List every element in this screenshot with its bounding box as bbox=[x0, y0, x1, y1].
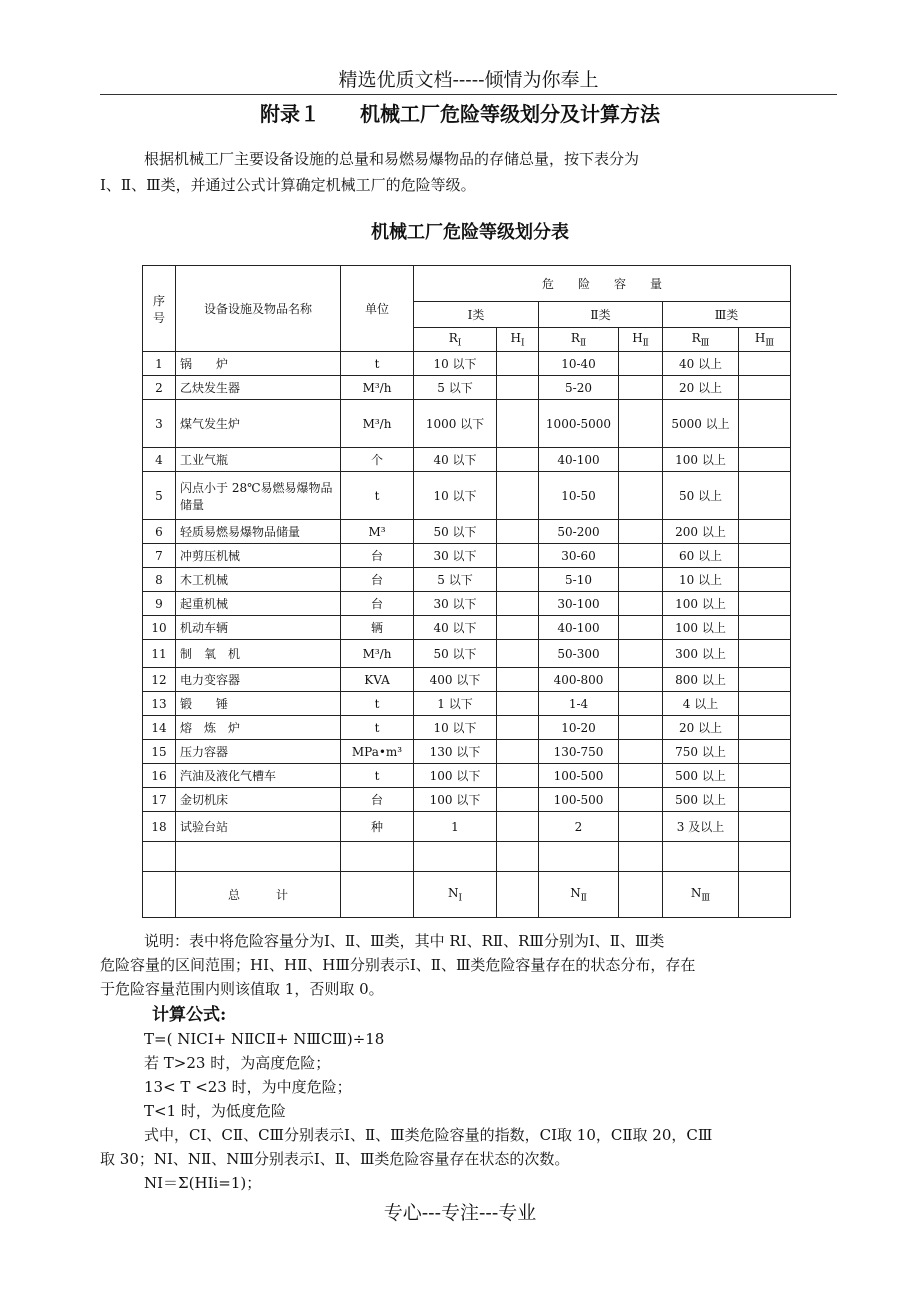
table-row bbox=[143, 544, 791, 568]
row-r1: 5 以下 bbox=[414, 376, 497, 400]
row-r3: 200 以上 bbox=[663, 520, 739, 544]
row-r2: 5-20 bbox=[539, 376, 619, 400]
total-n2: $N_Ⅱ$ bbox=[539, 872, 619, 918]
row-name: 机动车辆 bbox=[176, 616, 341, 640]
table-row bbox=[143, 764, 791, 788]
row-unit: t bbox=[341, 692, 414, 716]
row-r1: 10 以下 bbox=[414, 472, 497, 520]
table-row bbox=[143, 568, 791, 592]
condition-high: 若 T>23 时，为高度危险； bbox=[144, 1054, 331, 1072]
row-unit: M³ bbox=[341, 520, 414, 544]
row-r2: 50-300 bbox=[539, 640, 619, 668]
table-row bbox=[143, 616, 791, 640]
row-unit: 种 bbox=[341, 812, 414, 842]
row-h1 bbox=[497, 812, 539, 842]
row-unit: 台 bbox=[341, 544, 414, 568]
row-h1 bbox=[497, 788, 539, 812]
row-seq: 4 bbox=[143, 448, 176, 472]
row-r2: 5-10 bbox=[539, 568, 619, 592]
row-r1: 130 以下 bbox=[414, 740, 497, 764]
row-h3 bbox=[739, 568, 791, 592]
row-h2 bbox=[619, 692, 663, 716]
header-class-1: Ⅰ类 bbox=[414, 302, 539, 328]
row-name: 制 氧 机 bbox=[176, 640, 341, 668]
note-line-1: 说明：表中将危险容量分为Ⅰ、Ⅱ、Ⅲ类，其中 RⅠ、RⅡ、RⅢ分别为Ⅰ、Ⅱ、Ⅲ类 bbox=[144, 932, 665, 950]
row-r1: 100 以下 bbox=[414, 788, 497, 812]
row-h3 bbox=[739, 812, 791, 842]
row-seq: 12 bbox=[143, 668, 176, 692]
table-row bbox=[143, 352, 791, 376]
risk-classification-table bbox=[142, 265, 791, 918]
row-r3: 50 以上 bbox=[663, 472, 739, 520]
row-r3: 3 及以上 bbox=[663, 812, 739, 842]
definition-line-3: NⅠ＝Σ(HⅠi=1)； bbox=[144, 1174, 262, 1192]
row-r2: 10-50 bbox=[539, 472, 619, 520]
row-seq: 8 bbox=[143, 568, 176, 592]
row-name: 压力容器 bbox=[176, 740, 341, 764]
row-r3: 300 以上 bbox=[663, 640, 739, 668]
definition-line-1: 式中，CⅠ、CⅡ、CⅢ分别表示Ⅰ、Ⅱ、Ⅲ类危险容量的指数，CⅠ取 10，CⅡ取 20，CⅢ bbox=[144, 1126, 713, 1144]
row-h2 bbox=[619, 764, 663, 788]
row-seq: 3 bbox=[143, 400, 176, 448]
row-r1: 30 以下 bbox=[414, 544, 497, 568]
row-name: 起重机械 bbox=[176, 592, 341, 616]
row-h1 bbox=[497, 472, 539, 520]
row-h2 bbox=[619, 376, 663, 400]
table-row bbox=[143, 716, 791, 740]
row-r2: 40-100 bbox=[539, 448, 619, 472]
row-r2: 10-40 bbox=[539, 352, 619, 376]
row-h3 bbox=[739, 400, 791, 448]
row-r2: 2 bbox=[539, 812, 619, 842]
row-h1 bbox=[497, 592, 539, 616]
row-r2: 40-100 bbox=[539, 616, 619, 640]
row-r3: 10 以上 bbox=[663, 568, 739, 592]
row-h3 bbox=[739, 352, 791, 376]
row-r3: 100 以上 bbox=[663, 448, 739, 472]
row-seq: 11 bbox=[143, 640, 176, 668]
row-h1 bbox=[497, 692, 539, 716]
row-seq: 6 bbox=[143, 520, 176, 544]
row-name: 电力变容器 bbox=[176, 668, 341, 692]
row-h1 bbox=[497, 352, 539, 376]
row-r3: 100 以上 bbox=[663, 616, 739, 640]
row-r1: 10 以下 bbox=[414, 716, 497, 740]
row-r3: 60 以上 bbox=[663, 544, 739, 568]
row-unit: 台 bbox=[341, 568, 414, 592]
header-h3: $H_Ⅲ$ bbox=[739, 328, 791, 352]
table-row bbox=[143, 400, 791, 448]
page-footer: 专心---专注---专业 bbox=[383, 1202, 537, 1224]
row-r1: 400 以下 bbox=[414, 668, 497, 692]
row-h2 bbox=[619, 640, 663, 668]
row-h1 bbox=[497, 400, 539, 448]
row-r3: 5000 以上 bbox=[663, 400, 739, 448]
row-r3: 800 以上 bbox=[663, 668, 739, 692]
row-unit: MPa•m³ bbox=[341, 740, 414, 764]
row-h3 bbox=[739, 716, 791, 740]
row-r3: 20 以上 bbox=[663, 716, 739, 740]
header-class-3: Ⅲ类 bbox=[663, 302, 791, 328]
row-h2 bbox=[619, 812, 663, 842]
notes-section bbox=[100, 929, 835, 1195]
row-name: 乙炔发生器 bbox=[176, 376, 341, 400]
row-unit: M³/h bbox=[341, 640, 414, 668]
row-r1: 30 以下 bbox=[414, 592, 497, 616]
row-seq: 1 bbox=[143, 352, 176, 376]
intro-paragraph bbox=[100, 146, 820, 198]
row-h3 bbox=[739, 592, 791, 616]
row-r1: 5 以下 bbox=[414, 568, 497, 592]
row-seq: 14 bbox=[143, 716, 176, 740]
table-row bbox=[143, 448, 791, 472]
table-row bbox=[143, 520, 791, 544]
row-name: 工业气瓶 bbox=[176, 448, 341, 472]
row-name: 轻质易燃易爆物品储量 bbox=[176, 520, 341, 544]
row-r3: 500 以上 bbox=[663, 788, 739, 812]
total-n3: $N_Ⅲ$ bbox=[663, 872, 739, 918]
header-capacity: 危 险 容 量 bbox=[414, 266, 791, 302]
row-h1 bbox=[497, 520, 539, 544]
row-h3 bbox=[739, 616, 791, 640]
table-row bbox=[143, 812, 791, 842]
row-h1 bbox=[497, 640, 539, 668]
note-line-3: 于危险容量范围内则该值取 1，否则取 0。 bbox=[100, 980, 384, 998]
row-name: 汽油及液化气槽车 bbox=[176, 764, 341, 788]
row-h3 bbox=[739, 448, 791, 472]
row-name: 试验台站 bbox=[176, 812, 341, 842]
row-h1 bbox=[497, 544, 539, 568]
row-h1 bbox=[497, 616, 539, 640]
row-unit: t bbox=[341, 472, 414, 520]
row-r3: 100 以上 bbox=[663, 592, 739, 616]
row-h3 bbox=[739, 740, 791, 764]
row-unit: KVA bbox=[341, 668, 414, 692]
row-r3: 40 以上 bbox=[663, 352, 739, 376]
row-r2: 400-800 bbox=[539, 668, 619, 692]
header-r3: $R_Ⅲ$ bbox=[663, 328, 739, 352]
table-row bbox=[143, 640, 791, 668]
row-name: 闪点小于 28℃易燃易爆物品储量 bbox=[176, 472, 341, 520]
total-row bbox=[143, 872, 791, 918]
row-r1: 50 以下 bbox=[414, 520, 497, 544]
row-r3: 750 以上 bbox=[663, 740, 739, 764]
row-name: 木工机械 bbox=[176, 568, 341, 592]
row-h2 bbox=[619, 788, 663, 812]
row-h2 bbox=[619, 448, 663, 472]
row-unit: 个 bbox=[341, 448, 414, 472]
row-unit: 台 bbox=[341, 788, 414, 812]
row-h2 bbox=[619, 472, 663, 520]
row-seq: 7 bbox=[143, 544, 176, 568]
row-h3 bbox=[739, 472, 791, 520]
total-label: 总 计 bbox=[176, 872, 341, 918]
table-row bbox=[143, 668, 791, 692]
total-n1: $N_Ⅰ$ bbox=[414, 872, 497, 918]
header-class-2: Ⅱ类 bbox=[539, 302, 663, 328]
row-r3: 500 以上 bbox=[663, 764, 739, 788]
row-seq: 9 bbox=[143, 592, 176, 616]
row-r1: 50 以下 bbox=[414, 640, 497, 668]
row-h3 bbox=[739, 764, 791, 788]
row-r2: 30-60 bbox=[539, 544, 619, 568]
row-h1 bbox=[497, 376, 539, 400]
row-h3 bbox=[739, 376, 791, 400]
row-h1 bbox=[497, 448, 539, 472]
row-r1: 100 以下 bbox=[414, 764, 497, 788]
intro-line-2: Ⅰ、Ⅱ、Ⅲ类，并通过公式计算确定机械工厂的危险等级。 bbox=[100, 176, 476, 194]
empty-row bbox=[143, 842, 791, 872]
header-h1: $H_Ⅰ$ bbox=[497, 328, 539, 352]
row-h1 bbox=[497, 568, 539, 592]
row-name: 熔 炼 炉 bbox=[176, 716, 341, 740]
condition-low: T<1 时，为低度危险 bbox=[144, 1102, 286, 1120]
row-h3 bbox=[739, 788, 791, 812]
intro-line-1: 根据机械工厂主要设备设施的总量和易燃易爆物品的存储总量，按下表分为 bbox=[144, 150, 640, 168]
row-name: 煤气发生炉 bbox=[176, 400, 341, 448]
row-r2: 10-20 bbox=[539, 716, 619, 740]
table-row bbox=[143, 740, 791, 764]
row-h3 bbox=[739, 640, 791, 668]
page-header: 精选优质文档-----倾情为你奉上 bbox=[100, 68, 837, 95]
row-h2 bbox=[619, 592, 663, 616]
note-line-2: 危险容量的区间范围；HⅠ、HⅡ、HⅢ分别表示Ⅰ、Ⅱ、Ⅲ类危险容量存在的状态分布，存在 bbox=[100, 956, 696, 974]
row-h1 bbox=[497, 668, 539, 692]
header-r1: $R_Ⅰ$ bbox=[414, 328, 497, 352]
row-unit: 辆 bbox=[341, 616, 414, 640]
row-r2: 1-4 bbox=[539, 692, 619, 716]
definition-line-2: 取 30；NⅠ、NⅡ、NⅢ分别表示Ⅰ、Ⅱ、Ⅲ类危险容量存在状态的次数。 bbox=[100, 1150, 570, 1168]
row-h2 bbox=[619, 616, 663, 640]
row-r2: 130-750 bbox=[539, 740, 619, 764]
page-title: 附录１ 机械工厂危险等级划分及计算方法 bbox=[260, 102, 660, 126]
row-h3 bbox=[739, 544, 791, 568]
header-unit: 单位 bbox=[341, 266, 414, 352]
row-h3 bbox=[739, 520, 791, 544]
row-h2 bbox=[619, 400, 663, 448]
formula-title: 计算公式: bbox=[152, 1005, 227, 1025]
row-seq: 13 bbox=[143, 692, 176, 716]
row-h2 bbox=[619, 716, 663, 740]
table-row bbox=[143, 376, 791, 400]
row-r1: 40 以下 bbox=[414, 448, 497, 472]
row-seq: 18 bbox=[143, 812, 176, 842]
row-r2: 100-500 bbox=[539, 788, 619, 812]
table-row bbox=[143, 592, 791, 616]
row-h1 bbox=[497, 764, 539, 788]
row-h2 bbox=[619, 520, 663, 544]
row-r2: 100-500 bbox=[539, 764, 619, 788]
row-r2: 30-100 bbox=[539, 592, 619, 616]
row-seq: 10 bbox=[143, 616, 176, 640]
row-h3 bbox=[739, 692, 791, 716]
row-h2 bbox=[619, 544, 663, 568]
row-name: 金切机床 bbox=[176, 788, 341, 812]
row-r2: 50-200 bbox=[539, 520, 619, 544]
row-unit: t bbox=[341, 764, 414, 788]
row-name: 锻 锤 bbox=[176, 692, 341, 716]
row-h1 bbox=[497, 716, 539, 740]
header-name: 设备设施及物品名称 bbox=[176, 266, 341, 352]
row-h1 bbox=[497, 740, 539, 764]
row-h2 bbox=[619, 352, 663, 376]
row-unit: M³/h bbox=[341, 400, 414, 448]
table-body bbox=[143, 352, 791, 842]
table-row bbox=[143, 788, 791, 812]
row-seq: 5 bbox=[143, 472, 176, 520]
table-row bbox=[143, 472, 791, 520]
row-name: 锅 炉 bbox=[176, 352, 341, 376]
row-h2 bbox=[619, 668, 663, 692]
row-h2 bbox=[619, 740, 663, 764]
row-seq: 17 bbox=[143, 788, 176, 812]
row-r3: 20 以上 bbox=[663, 376, 739, 400]
row-unit: 台 bbox=[341, 592, 414, 616]
row-unit: M³/h bbox=[341, 376, 414, 400]
row-seq: 16 bbox=[143, 764, 176, 788]
header-r2: $R_Ⅱ$ bbox=[539, 328, 619, 352]
row-r1: 40 以下 bbox=[414, 616, 497, 640]
table-row bbox=[143, 692, 791, 716]
row-seq: 15 bbox=[143, 740, 176, 764]
row-seq: 2 bbox=[143, 376, 176, 400]
row-r2: 1000-5000 bbox=[539, 400, 619, 448]
row-r1: 1 以下 bbox=[414, 692, 497, 716]
row-r1: 10 以下 bbox=[414, 352, 497, 376]
header-seq: 序号 bbox=[143, 266, 176, 352]
row-name: 冲剪压机械 bbox=[176, 544, 341, 568]
header-h2: $H_Ⅱ$ bbox=[619, 328, 663, 352]
row-r1: 1 bbox=[414, 812, 497, 842]
row-r3: 4 以上 bbox=[663, 692, 739, 716]
row-r1: 1000 以下 bbox=[414, 400, 497, 448]
row-unit: t bbox=[341, 352, 414, 376]
row-h2 bbox=[619, 568, 663, 592]
condition-medium: 13< T <23 时，为中度危险； bbox=[144, 1078, 352, 1096]
formula: T=( NⅠCⅠ+ NⅡCⅡ+ NⅢCⅢ)÷18 bbox=[144, 1030, 385, 1048]
table-title: 机械工厂危险等级划分表 bbox=[371, 222, 569, 243]
row-unit: t bbox=[341, 716, 414, 740]
row-h3 bbox=[739, 668, 791, 692]
